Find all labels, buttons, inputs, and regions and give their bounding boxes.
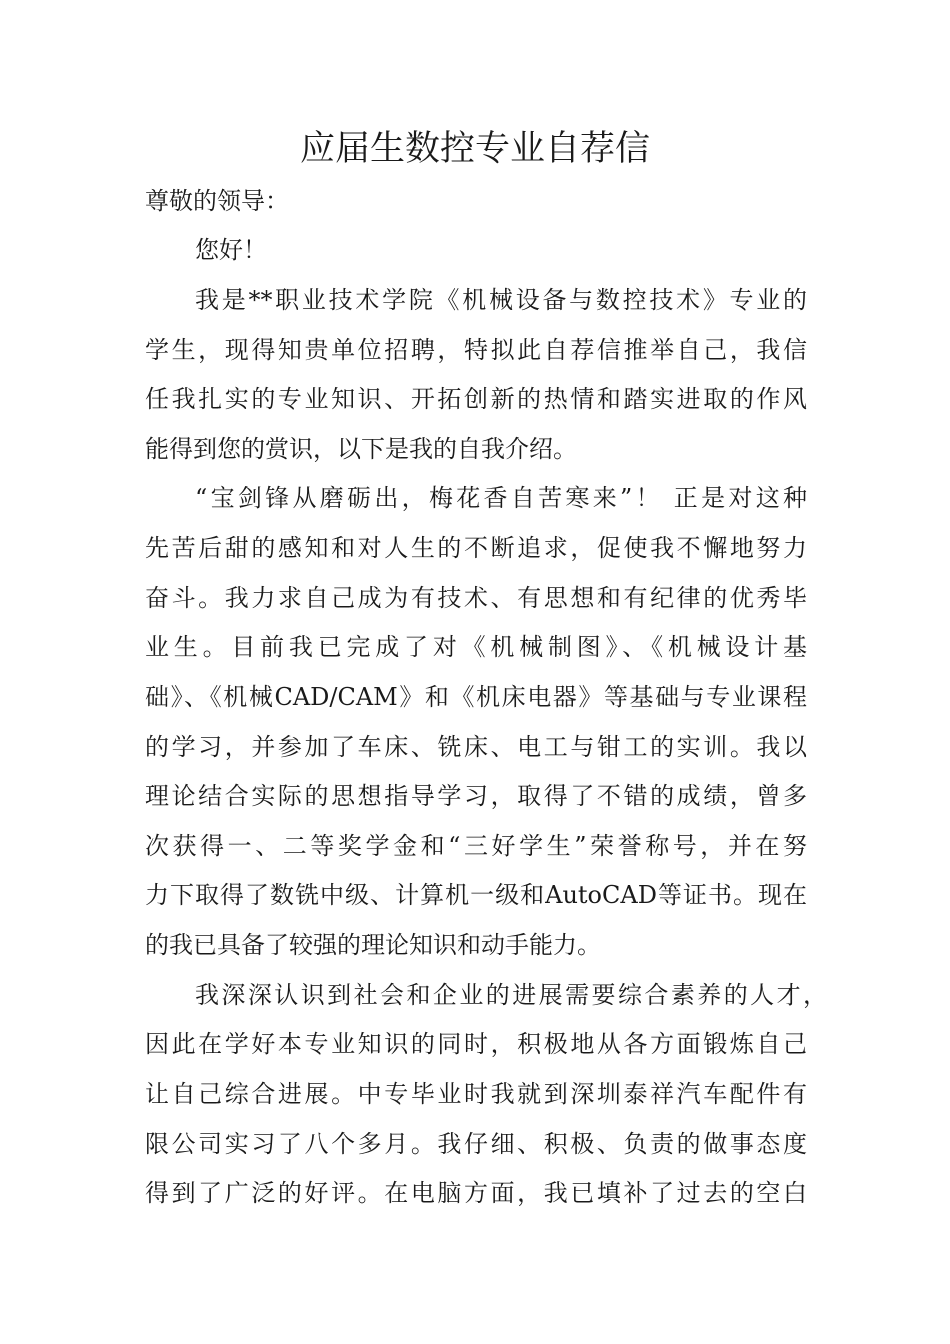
paragraph-1-line-2: 学生，现得知贵单位招聘，特拟此自荐信推举自己，我信 [145, 336, 807, 364]
paragraph-3-line-3: 让自己综合进展。中专毕业时我就到深圳泰祥汽车配件有 [145, 1080, 807, 1108]
paragraph-2-line-8: 次获得一、二等奖学金和“三好学生”荣誉称号，并在努 [145, 832, 807, 860]
paragraph-1-line-3: 任我扎实的专业知识、开拓创新的热情和踏实进取的作风 [145, 385, 807, 413]
salutation: 尊敬的领导： [145, 187, 289, 215]
paragraph-3-line-2: 因此在学好本专业知识的同时，积极地从各方面锻炼自己 [145, 1030, 807, 1058]
paragraph-2-line-7: 理论结合实际的思想指导学习，取得了不错的成绩，曾多 [145, 782, 807, 810]
greeting: 您好！ [195, 236, 267, 264]
document-title: 应届生数控专业自荐信 [299, 129, 650, 169]
paragraph-1-line-4: 能得到您的赏识，以下是我的自我介绍。 [145, 435, 577, 463]
paragraph-2-line-4: 业生。目前我已完成了对《机械制图》、《机械设计基 [145, 633, 807, 661]
paragraph-1-line-1: 我是**职业技术学院《机械设备与数控技术》专业的 [195, 286, 807, 314]
paragraph-2-line-2: 先苦后甜的感知和对人生的不断追求，促使我不懈地努力 [145, 534, 807, 562]
paragraph-2-line-1: “宝剑锋从磨砺出，梅花香自苦寒来”！ 正是对这种 [195, 484, 807, 512]
paragraph-2-line-3: 奋斗。我力求自己成为有技术、有思想和有纪律的优秀毕 [145, 584, 807, 612]
paragraph-3-line-1: 我深深认识到社会和企业的进展需要综合素养的人才， [195, 981, 827, 1009]
paragraph-2-line-9: 力下取得了数铣中级、计算机一级和AutoCAD等证书。现在 [145, 881, 807, 909]
paragraph-2-line-10: 的我已具备了较强的理论知识和动手能力。 [145, 931, 601, 959]
paragraph-2-line-6: 的学习，并参加了车床、铣床、电工与钳工的实训。我以 [145, 733, 807, 761]
paragraph-3-line-4: 限公司实习了八个多月。我仔细、积极、负责的做事态度 [145, 1130, 807, 1158]
paragraph-3-line-5: 得到了广泛的好评。在电脑方面，我已填补了过去的空白 [145, 1179, 807, 1207]
paragraph-2-line-5: 础》、《机械CAD/CAM》和《机床电器》等基础与专业课程 [145, 683, 807, 711]
